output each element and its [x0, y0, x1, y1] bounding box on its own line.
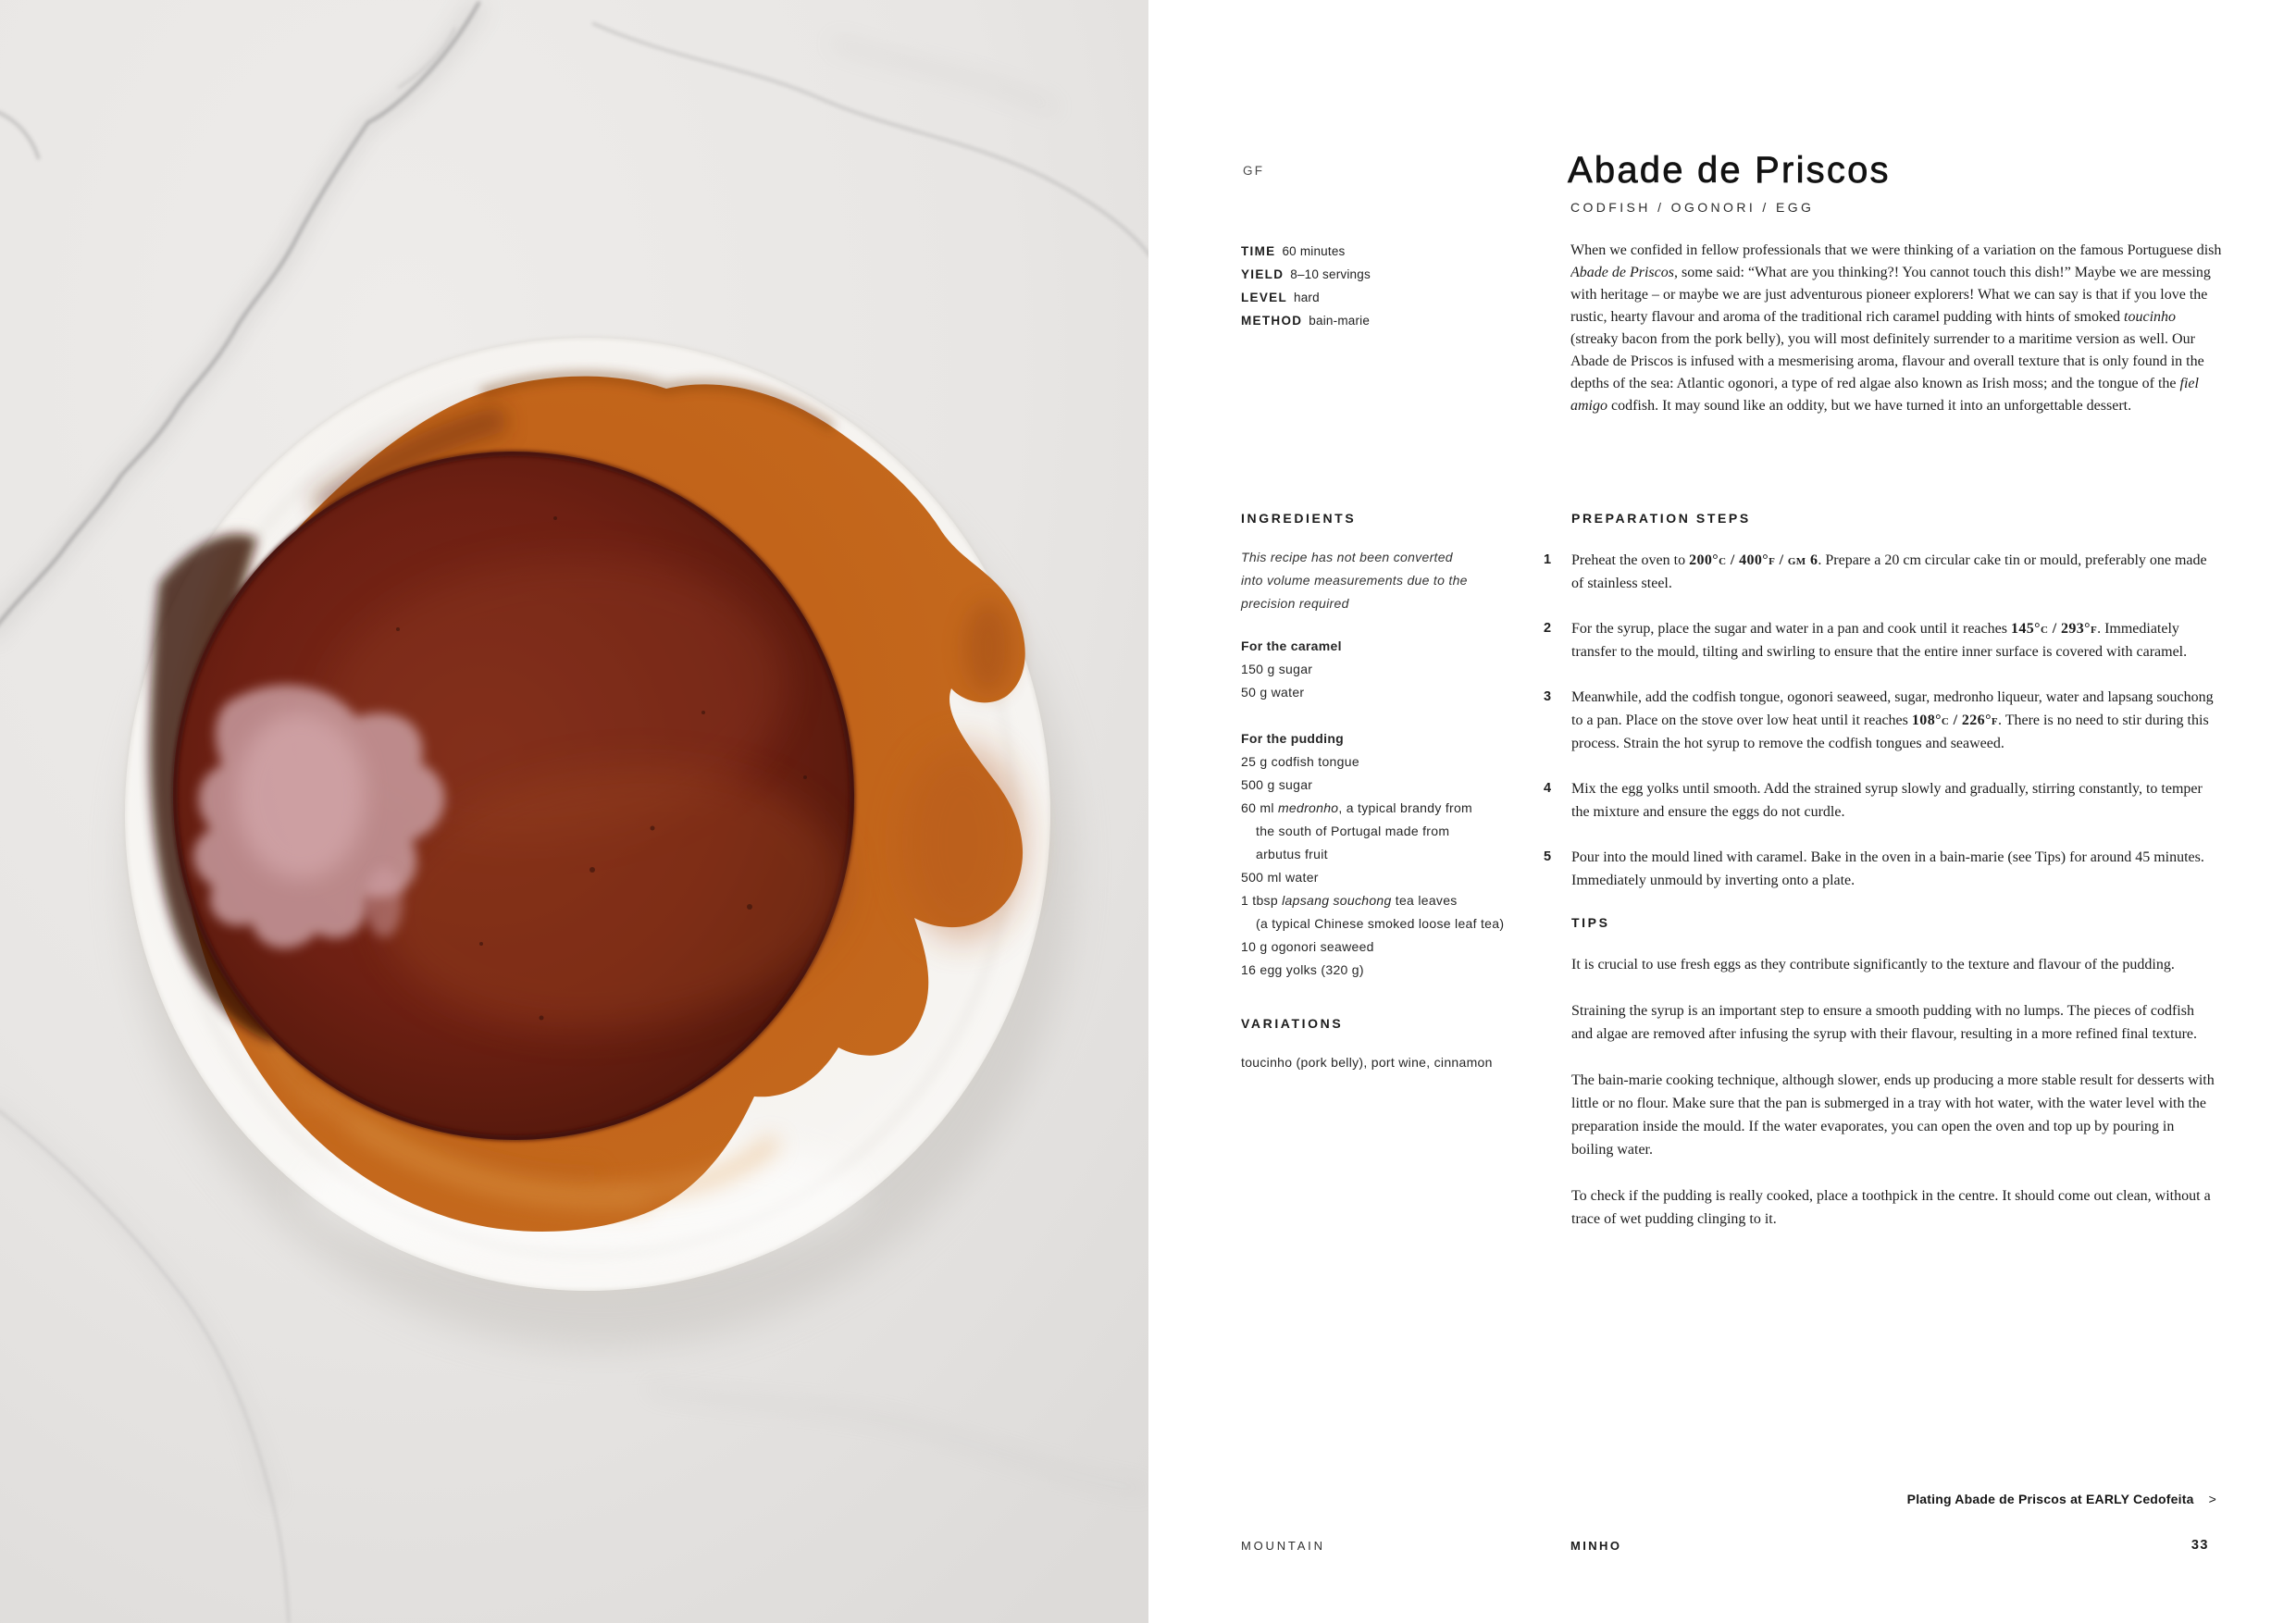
ingredient-item-continuation: the south of Portugal made from [1256, 824, 1450, 838]
tip-paragraph: The bain-marie cooking technique, although slower, ends up producing a more stable result for desserts with little or no flour. Make sure that the pan is submerged in a tray with hot water, with the water level with the preparation inside the mould. If the water evaporates, you can open the oven and top up by pouring in boiling water. [1571, 1072, 2215, 1158]
tip-paragraph: Straining the syrup is an important step to ensure a smooth pudding with no lumps. The pieces of codfish and algae are removed after infusing the syrup with their flavour, resulting in a more refined final texture. [1571, 1003, 2197, 1042]
ingredient-item: 50 g water [1241, 685, 1305, 700]
caramel-drip [964, 601, 1012, 694]
meta-yield: YIELD 8–10 servings [1241, 267, 1371, 281]
tips-heading: TIPS [1571, 915, 1610, 930]
ingredient-item: 60 ml medronho, a typical brandy from [1241, 800, 1473, 815]
step-text: Meanwhile, add the codfish tongue, ogonori seaweed, sugar, medronho liqueur, water and lapsang souchong to a pan. Place on the stove over low heat until it reaches 108°c / 226°f. There is no need to stir during this process. Strain the hot syrup to remove the codfish tongues and seaweed. [1571, 689, 2214, 751]
recipe-meta [1241, 240, 1371, 332]
meta-time: TIME 60 minutes [1241, 244, 1346, 258]
pink-swirl-tail [366, 867, 403, 937]
ingredient-item: 1 tbsp lapsang souchong tea leaves [1241, 893, 1458, 908]
ingredient-item-continuation: (a typical Chinese smoked loose leaf tea) [1256, 916, 1505, 931]
ingredient-item: 10 g ogonori seaweed [1241, 939, 1374, 954]
preparation-column [1544, 510, 2225, 1254]
meta-level: LEVEL hard [1241, 291, 1320, 304]
preparation-heading: PREPARATION STEPS [1571, 511, 1751, 526]
chevron-right-icon: > [2208, 1492, 2216, 1506]
step-number: 3 [1544, 689, 1552, 704]
preparation-step [1544, 777, 2225, 824]
step-number: 1 [1544, 552, 1552, 567]
ingredient-item: 25 g codfish tongue [1241, 754, 1359, 769]
ingredient-item-continuation: arbutus fruit [1256, 847, 1328, 861]
page-number: 33 [2191, 1538, 2209, 1553]
ingredient-item: 500 ml water [1241, 870, 1319, 885]
ingredient-item: 16 egg yolks (320 g) [1241, 962, 1364, 977]
pink-swirl-core [236, 712, 366, 879]
ingredients-column [1241, 510, 1560, 1074]
footer-region-label: MINHO [1570, 1539, 1622, 1553]
step-text: For the syrup, place the sugar and water in a pan and cook until it reaches 145°c / 293°f. Immediately transfer to the mould, tilting and swirling to ensure that the entire inner surface is covered with caramel. [1571, 621, 2188, 660]
dietary-label: GF [1243, 164, 1265, 178]
caramel-right-lobe [902, 745, 1023, 939]
step-text: Mix the egg yolks until smooth. Add the strained syrup slowly and gradually, stirring constantly, to temper the mixture and ensure the eggs do not curdle. [1571, 781, 2203, 820]
ingredient-group-caramel: For the caramel 150 g sugar 50 g water [1241, 635, 1560, 704]
recipe-title: Abade de Priscos [1568, 150, 1891, 191]
ingredient-group-pudding: For the pudding 25 g codfish tongue 500 g sugar 60 ml medronho, a typical brandy from the south of Portugal made from arbutus fruit 500 ml water 1 tbsp lapsang souchong tea leaves (a typical Chinese smoked loose leaf tea) 10 g ogonori seaweed 16 egg yolks (320 g) [1241, 727, 1560, 982]
variations-text: toucinho (pork belly), port wine, cinnamon [1241, 1055, 1493, 1070]
ingredients-heading: INGREDIENTS [1241, 511, 1357, 526]
preparation-step [1544, 686, 2225, 755]
ingredient-item: 150 g sugar [1241, 662, 1313, 676]
step-number: 2 [1544, 621, 1552, 636]
tip-paragraph: It is crucial to use fresh eggs as they contribute significantly to the texture and flavour of the pudding. [1571, 957, 2175, 973]
tip-paragraph: To check if the pudding is really cooked, place a toothpick in the centre. It should come out clean, without a trace of wet pudding clinging to it. [1571, 1188, 2211, 1227]
footer-chapter-label: MOUNTAIN [1241, 1539, 1325, 1553]
step-number: 4 [1544, 781, 1552, 796]
step-number: 5 [1544, 849, 1552, 864]
intro-paragraph: When we confided in fellow professionals that we were thinking of a variation on the famous Portuguese dish Abade de Priscos, some said: “What are you thinking?! You cannot touch this dish!” Maybe we are messing with heritage – or maybe we are just adventurous pioneer explorers! What we can say is that if you love the rustic, hearty flavour and aroma of the traditional rich caramel pudding with hints of smoked toucinho (streaky bacon from the pork belly), you will most definitely surrender to a maritime version as well. Our Abade de Priscos is infused with a mesmerising aroma, flavour and overall texture that is only found in the depths of the sea: Atlantic ogonori, a type of red algae also known as Irish moss; and the tongue of the fiel amigo codfish. It may sound like an oddity, but we have turned it into an unforgettable dessert. [1570, 242, 2222, 414]
variations-heading: VARIATIONS [1241, 1016, 1344, 1031]
recipe-subtitle: CODFISH / OGONORI / EGG [1570, 200, 1815, 215]
meta-method: METHOD bain-marie [1241, 314, 1371, 328]
photo-caption-reference [1907, 1492, 2216, 1506]
step-text: Pour into the mould lined with caramel. Bake in the oven in a bain-marie (see Tips) for around 45 minutes. Immediately unmould by inverting onto a plate. [1571, 849, 2204, 888]
preparation-step [1544, 617, 2225, 663]
preparation-step [1544, 549, 2225, 595]
ingredient-item: 500 g sugar [1241, 777, 1313, 792]
caption-text: Plating Abade de Priscos at EARLY Cedofeita [1906, 1492, 2194, 1506]
step-text: Preheat the oven to 200°c / 400°f / gm 6. Prepare a 20 cm circular cake tin or mould, preferably one made of stainless steel. [1571, 552, 2207, 591]
conversion-note: This recipe has not been converted into volume measurements due to the precision required [1241, 550, 1468, 611]
preparation-step [1544, 846, 2225, 892]
